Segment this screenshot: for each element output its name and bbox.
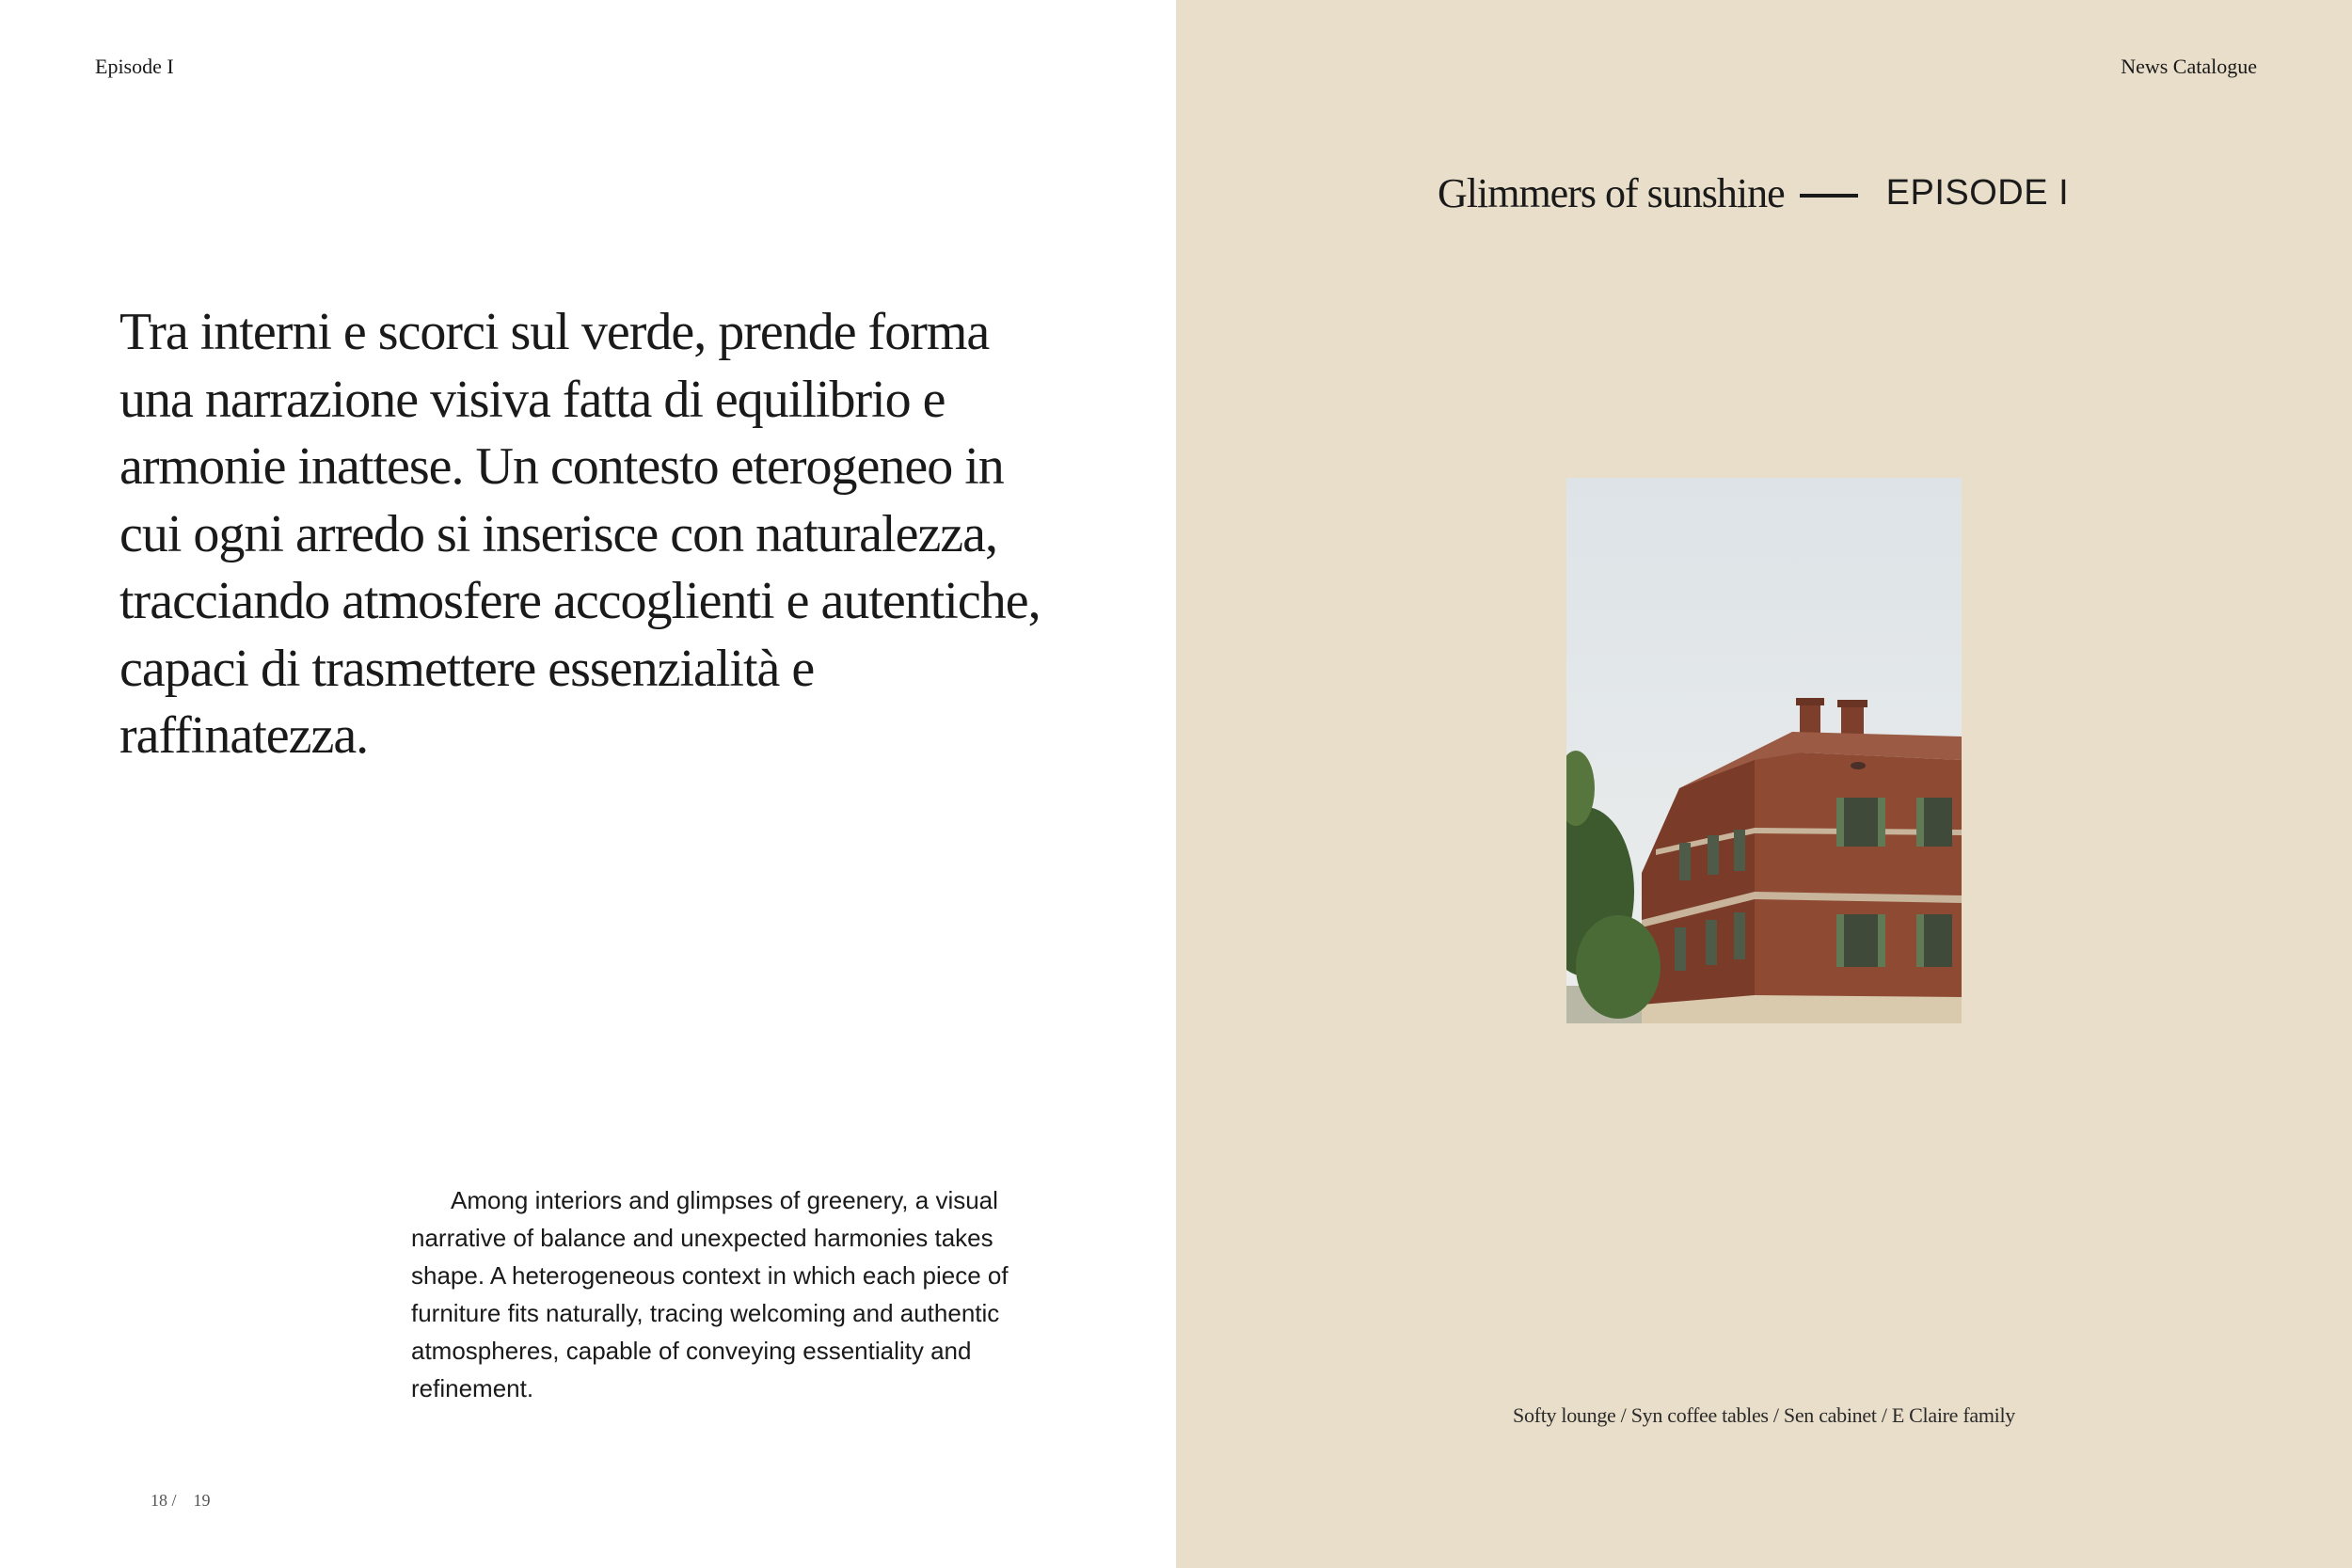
title-dash	[1800, 194, 1858, 198]
brick-villa-photo	[1566, 478, 1962, 1023]
page-number-separator: /	[171, 1491, 177, 1510]
running-head-episode: Episode I	[95, 55, 174, 78]
episode-title	[1438, 169, 2069, 217]
episode-title-label: EPISODE I	[1885, 173, 2070, 213]
intro-text-english: Among interiors and glimpses of greenery, a visual narrative of balance and unexpected harmonies takes shape. A heterogeneous context in which each piece of furniture fits naturally, tracing welcoming and authentic atmospheres, capable of conveying essentiality and refinement.	[411, 1186, 1009, 1402]
furniture-caption: Softy lounge / Syn coffee tables / Sen cabinet / E Claire family	[1513, 1403, 2015, 1427]
running-head-catalogue: News Catalogue	[2121, 55, 2257, 78]
page-number-right: 19	[193, 1491, 211, 1510]
page-numbers	[151, 1491, 211, 1511]
page-number-left: 18	[151, 1491, 167, 1510]
episode-title-serif: Glimmers of sunshine	[1438, 170, 1785, 216]
intro-text-italian: Tra interni e scorci sul verde, prende forma una narrazione visiva fatta di equilibrio e armonie inattese. Un contesto eterogeneo in cui ogni arredo si inserisce con naturalezza, tracciando atmosfere accoglienti e autentiche, capaci di trasmettere essenzialità e raffinatezza.	[119, 303, 1041, 765]
